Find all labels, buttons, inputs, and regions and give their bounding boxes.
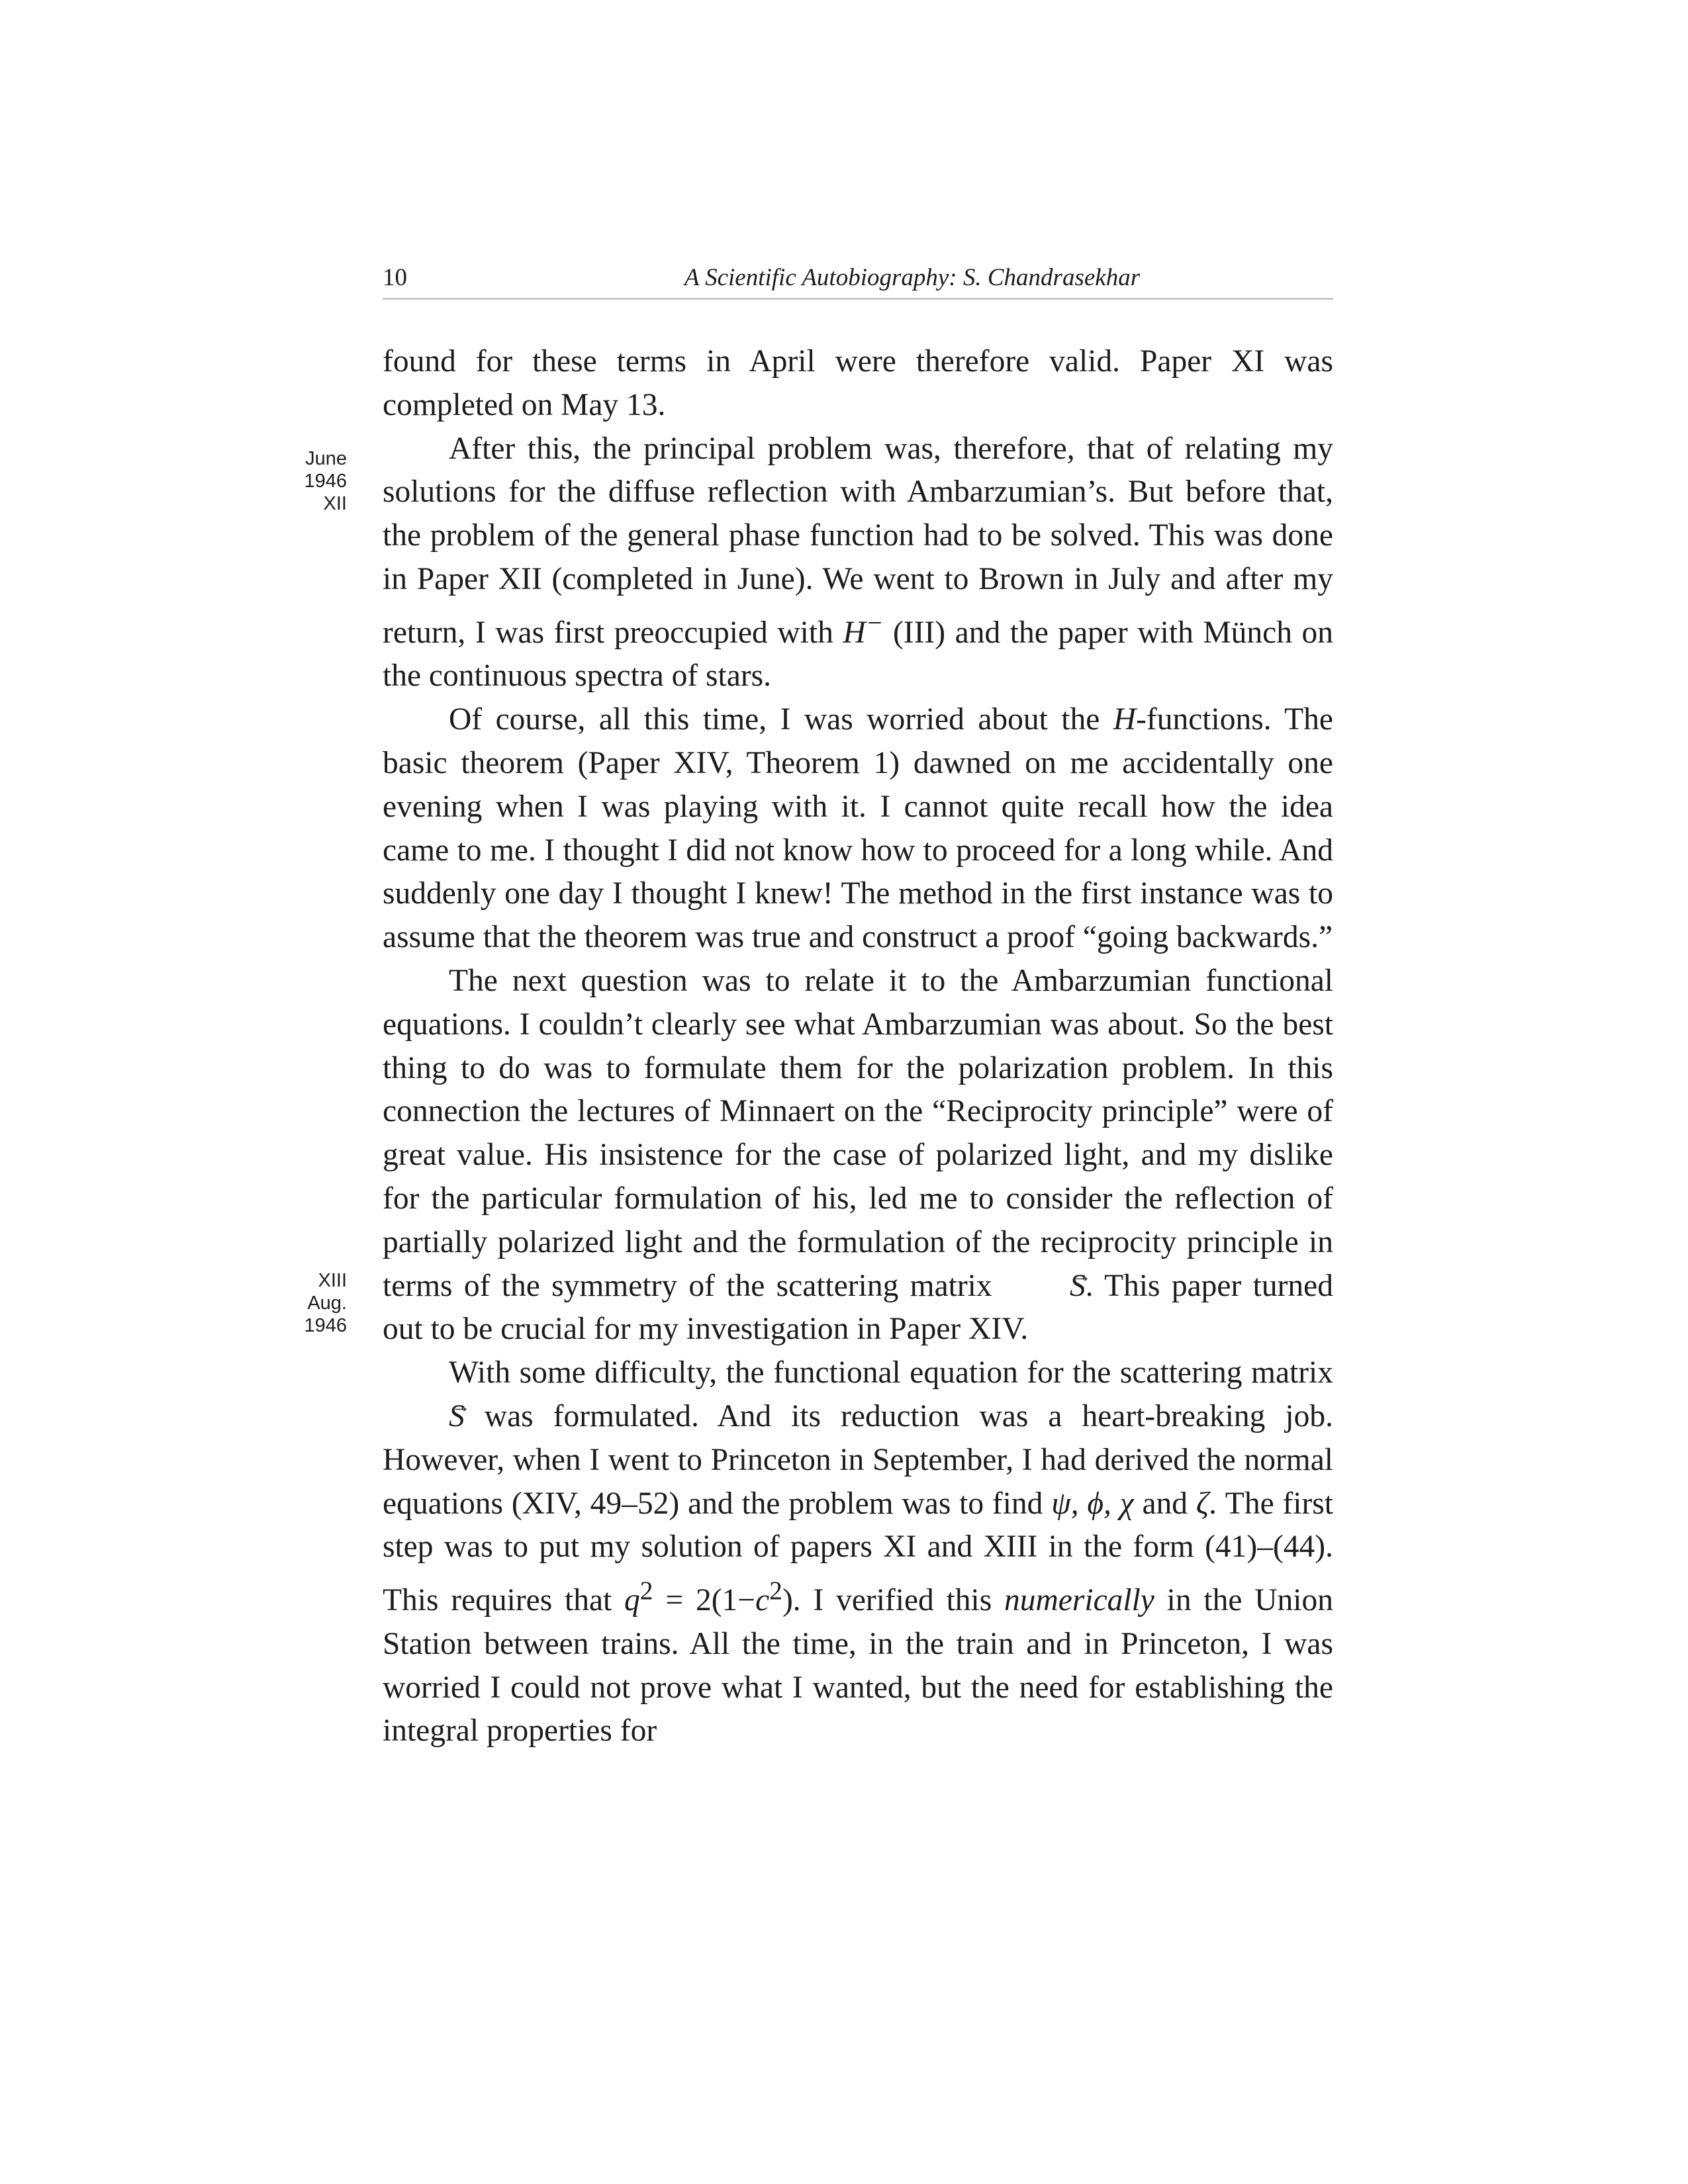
math-symbol: H [843,615,866,650]
text-run: After this, the principal problem was, therefore, that of relating my solutions for the diffuse reflection with Ambarzumian’s. But before that, the problem of the general phase function had to be solved. This was done in Paper XII (completed in June). We went to Brown in July and after my return, I was first preoccupied with [383,431,1333,650]
emphasis: numerically [1004,1582,1154,1617]
vector-s: → S [383,1395,465,1439]
paragraph: found for these terms in April were therefore valid. Paper XI was completed on May 13. [383,344,1333,422]
margin-note-paper: XIII [318,1270,347,1291]
paragraph [383,960,1333,1351]
margin-note-month: Aug. [307,1293,347,1314]
math-h-minus [843,608,884,650]
math-greek: ψ, ϕ, χ [1051,1486,1134,1521]
margin-note-year: 1946 [304,1315,347,1336]
page-number: 10 [383,264,407,291]
margin-note-june-1946 [278,447,347,515]
margin-note-month: June [305,448,347,469]
body-text [383,340,1333,1753]
text-run: . The first step was to put my solution of papers XI and XIII in the form (41)–(44). This requires that [383,1486,1333,1617]
running-title: A Scientific Autobiography: S. Chandrasekhar [684,264,1141,291]
text-run: and [1133,1486,1196,1521]
math-text: ). [782,1582,814,1617]
margin-note-paper: XII [323,493,347,514]
math-superscript: 2 [769,1576,782,1606]
text-run: -functions. The basic theorem (Paper XIV, Theorem 1) dawned on me accidentally one evening when I was playing with it. I cannot quite recall how the idea came to me. I thought I did not know how to proceed for a long while. And suddenly one day I thought I knew! The method in the first instance was to assume that the theorem was true and construct a proof “going backwards.” [383,702,1333,955]
math-superscript: 2 [639,1576,653,1606]
running-header [383,261,1333,300]
text-run: I verified this [813,1582,1004,1617]
math-greek: ζ [1196,1486,1209,1521]
margin-note-aug-1946 [278,1269,347,1337]
math-symbol: c [755,1582,770,1617]
text-run: With some difficulty, the functional equation for the scattering matrix [449,1355,1333,1390]
math-superscript: − [865,608,884,637]
paragraph [383,698,1333,960]
math-text: = 2(1− [653,1582,756,1617]
margin-note-year: 1946 [304,471,347,492]
text-run: (III) and the paper with Münch on the continuous spectra of stars. [383,615,1333,694]
text-run: The next question was to relate it to the Ambarzumian functional equations. I couldn’t clearly see what Ambarzumian was about. So the best thing to do was to formulate them for the polarization problem. In this connection the lectures of Minnaert on the “Reciprocity principle” were of great value. His insistence for the case of polarized light, and my dislike for the particular formulation of his, led me to consider the reflection of partially polarized light and the formulation of the reciprocity principle in terms of the symmetry of the scattering matrix [383,963,1333,1303]
text-run: . This paper turned out to be crucial for my investigation in Paper XIV. [383,1268,1333,1347]
vector-s: → S [1004,1265,1086,1308]
math-symbol: q [624,1582,640,1617]
equation [624,1576,814,1617]
paragraph [383,428,1333,699]
math-symbol: H [1113,702,1137,737]
paragraph [383,1351,1333,1753]
text-run: was formulated. And its reduction was a heart-breaking job. However, when I went to Princeton in September, I had derived the normal equations (XIV, 49–52) and the problem was to find [383,1398,1333,1521]
text-run: Of course, all this time, I was worried about the [449,702,1113,737]
text-run: in the Union Station between trains. All the time, in the train and in Princeton, I was worried I could not prove what I wanted, but the need for establishing the integral properties for [383,1582,1333,1749]
